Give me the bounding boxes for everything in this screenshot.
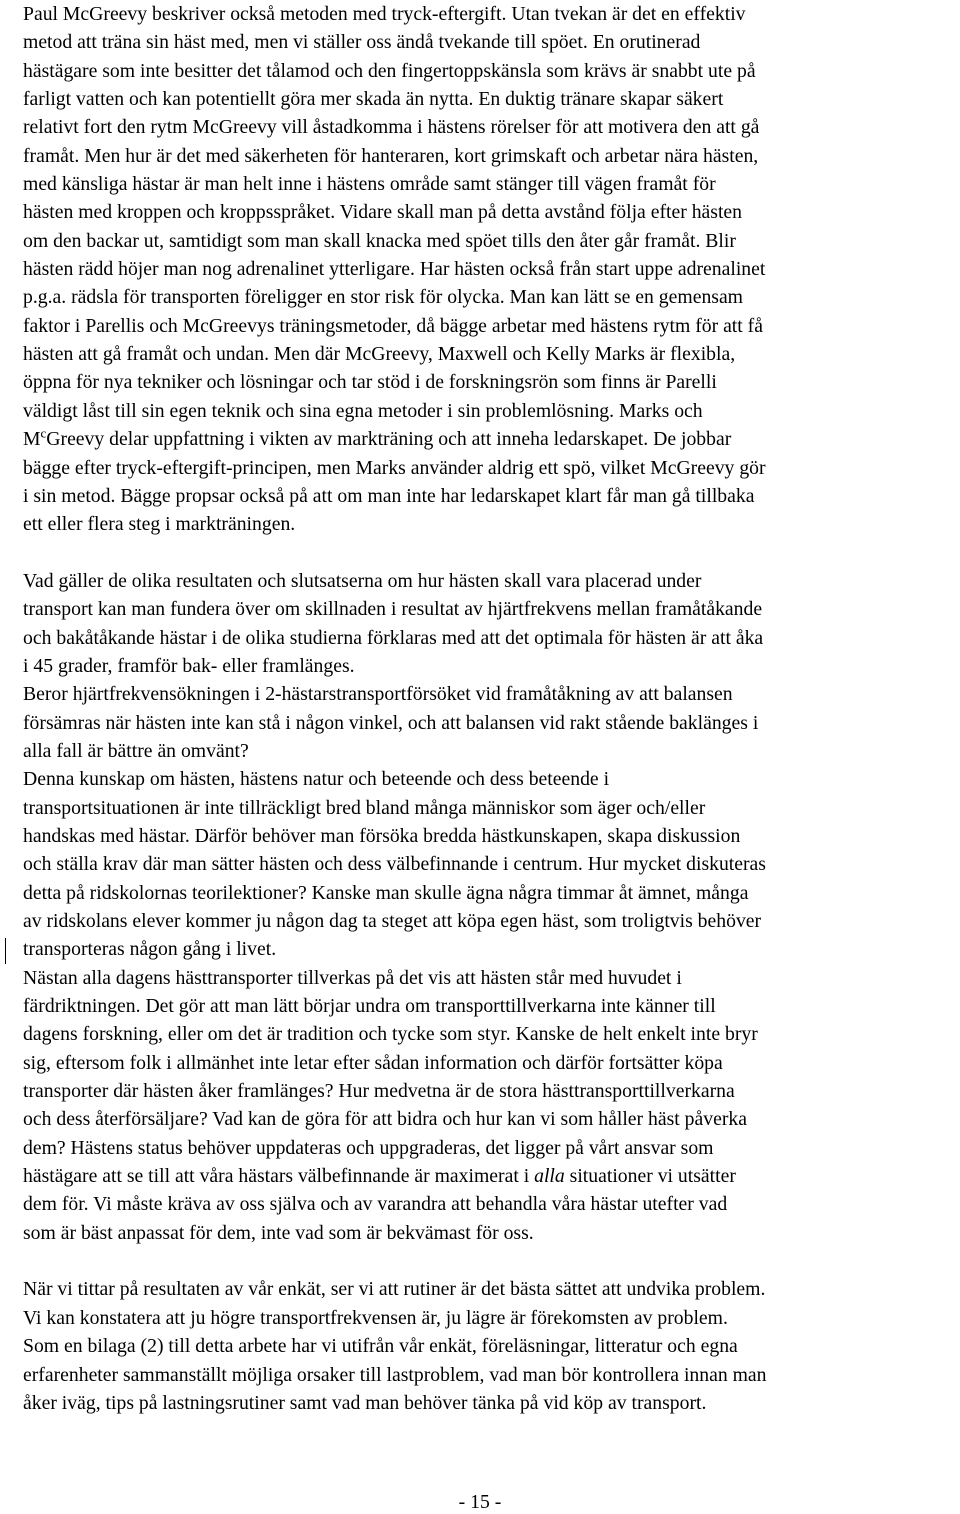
text-line: faktor i Parellis och McGreevys träningsmetoder, då bägge arbetar med hästens rytm för att få [23, 314, 763, 337]
text-line: metod att träna sin häst med, men vi ställer oss ändå tvekande till spöet. En orutinerad [23, 31, 701, 54]
text-line: farligt vatten och kan potentiellt göra mer skada än nytta. En duktig tränare skapar säkert [23, 88, 724, 111]
text-line: hästen rädd höjer man nog adrenalinet ytterligare. Har hästen också från start uppe adrenalinet [23, 258, 766, 281]
text-line: i sin metod. Bägge propsar också på att om man inte har ledarskapet klart får man gå tillbaka [23, 484, 755, 507]
italic-text: alla [534, 1165, 565, 1188]
text-fragment: Greevy delar uppfattning i vikten av markträning och att inneha ledarskapet. De jobbar [46, 428, 732, 451]
text-line: relativt fort den rytm McGreevy vill åstadkomma i hästens rörelser för att motivera den att gå [23, 116, 760, 139]
text-line: detta på ridskolornas teorilektioner? Kanske man skulle ägna några timmar åt ämnet, många [23, 881, 749, 904]
page-number: - 15 - [458, 1491, 502, 1513]
text-line: alla fall är bättre än omvänt? [23, 739, 249, 762]
revision-change-bar [5, 938, 6, 964]
text-line: öppna för nya tekniker och lösningar och tar stöd i de forskningsrön som finns är Parelli [23, 371, 717, 394]
text-line: handskas med hästar. Därför behöver man försöka bredda hästkunskapen, skapa diskussion [23, 824, 741, 847]
text-line: dem? Hästens status behöver uppdateras och uppgraderas, det ligger på vårt ansvar som [23, 1136, 714, 1159]
text-line-italic [23, 1162, 957, 1190]
text-line: Nästan alla dagens hästtransporter tillverkas på det vis att hästen står med huvudet i [23, 966, 682, 989]
text-line: med känsliga hästar är man helt inne i hästens område samt stänger till vägen framåt för [23, 173, 716, 196]
text-line: Beror hjärtfrekvensökningen i 2-hästarstransportförsöket vid framåtåkning av att balansen [23, 683, 733, 706]
text-line: färdriktningen. Det gör att man lätt börjar undra om transporttillverkarna inte känner till [23, 995, 716, 1018]
document-page [23, 0, 957, 1417]
text-line: dagens forskning, eller om det är tradition och tycke som styr. Kanske de helt enkelt inte bryr [23, 1023, 758, 1046]
text-line: transportsituationen är inte tillräckligt bred bland många människor som äger och/eller [23, 796, 706, 819]
paragraph-3 [23, 1275, 957, 1417]
text-line: Vi kan konstatera att ju högre transportfrekvensen är, ju lägre är förekomsten av problem. [23, 1306, 728, 1329]
text-line: om den backar ut, samtidigt som man skall knacka med spöet tills den åter går framåt. Blir [23, 229, 736, 252]
text-line: som är bäst anpassat för dem, inte vad som är bekvämast för oss. [23, 1221, 534, 1244]
text-line-superscript [23, 425, 957, 453]
text-line: hästen med kroppen och kroppsspråket. Vidare skall man på detta avstånd följa efter hästen [23, 201, 742, 224]
text-line: väldigt låst till sin egen teknik och sina egna metoder i sin problemlösning. Marks och [23, 399, 703, 422]
text-line: p.g.a. rädsla för transporten föreligger en stor risk för olycka. Man kan lätt se en gemensam [23, 286, 743, 309]
text-line: Paul McGreevy beskriver också metoden med tryck-eftergift. Utan tvekan är det en effektiv [23, 3, 746, 25]
text-line: och ställa krav där man sätter hästen och dess välbefinnande i centrum. Hur mycket diskuteras [23, 853, 766, 876]
text-line: Som en bilaga (2) till detta arbete har vi utifrån vår enkät, föreläsningar, litteratur och egna [23, 1335, 738, 1358]
text-line: och dess återförsäljare? Vad kan de göra för att bidra och hur kan vi som håller häst påverka [23, 1108, 747, 1131]
paragraph-1 [23, 0, 957, 539]
superscript-text: c [40, 425, 47, 441]
text-line: sig, eftersom folk i allmänhet inte letar efter sådan information och därför fortsätter köpa [23, 1051, 723, 1074]
text-line: dem för. Vi måste kräva av oss själva och av varandra att behandla våra hästar utefter vad [23, 1193, 728, 1216]
text-line: framåt. Men hur är det med säkerheten för hanteraren, kort grimskaft och arbetar nära hästen, [23, 144, 759, 167]
text-fragment: situationer vi utsätter [564, 1165, 736, 1188]
text-line: När vi tittar på resultaten av vår enkät, ser vi att rutiner är det bästa sättet att undvika problem. [23, 1278, 766, 1301]
text-line: av ridskolans elever kommer ju någon dag ta steget att köpa egen häst, som troligtvis behöver [23, 910, 762, 932]
text-line: hästen att gå framåt och undan. Men där McGreevy, Maxwell och Kelly Marks är flexibla, [23, 343, 736, 366]
paragraph-2 [23, 567, 957, 1247]
text-line: försämras när hästen inte kan stå i någon vinkel, och att balansen vid rakt stående baklänges i [23, 711, 759, 734]
text-line: Denna kunskap om hästen, hästens natur och beteende och dess beteende i [23, 768, 610, 791]
paragraph-spacer [23, 1247, 957, 1275]
text-line: transporter där hästen åker framlänges? Hur medvetna är de stora hästtransporttillverkarna [23, 1080, 735, 1103]
text-line: hästägare som inte besitter det tålamod och den fingertoppskänsla som krävs är snabbt ute på [23, 59, 756, 82]
text-line: ett eller flera steg i markträningen. [23, 513, 296, 536]
text-fragment: M [23, 428, 41, 451]
paragraph-spacer [23, 539, 957, 567]
text-line: i 45 grader, framför bak- eller framlänges. [23, 654, 355, 677]
text-fragment: hästägare att se till att våra hästars välbefinnande är maximerat i [23, 1165, 535, 1188]
text-line: och bakåtåkande hästar i de olika studierna förklaras med att det optimala för hästen är att åka [23, 626, 764, 649]
text-line: Vad gäller de olika resultaten och slutsatserna om hur hästen skall vara placerad under [23, 569, 702, 592]
text-line: åker iväg, tips på lastningsrutiner samt vad man behöver tänka på vid köp av transport. [23, 1391, 707, 1414]
text-line: transport kan man fundera över om skillnaden i resultat av hjärtfrekvens mellan framåtåkande [23, 598, 763, 621]
text-line: transporteras någon gång i livet. [23, 938, 277, 961]
text-line: bägge efter tryck-eftergift-principen, men Marks använder aldrig ett spö, vilket McGreevy gör [23, 456, 766, 479]
text-line: erfarenheter sammanställt möjliga orsaker till lastproblem, vad man bör kontrollera innan man [23, 1363, 767, 1386]
